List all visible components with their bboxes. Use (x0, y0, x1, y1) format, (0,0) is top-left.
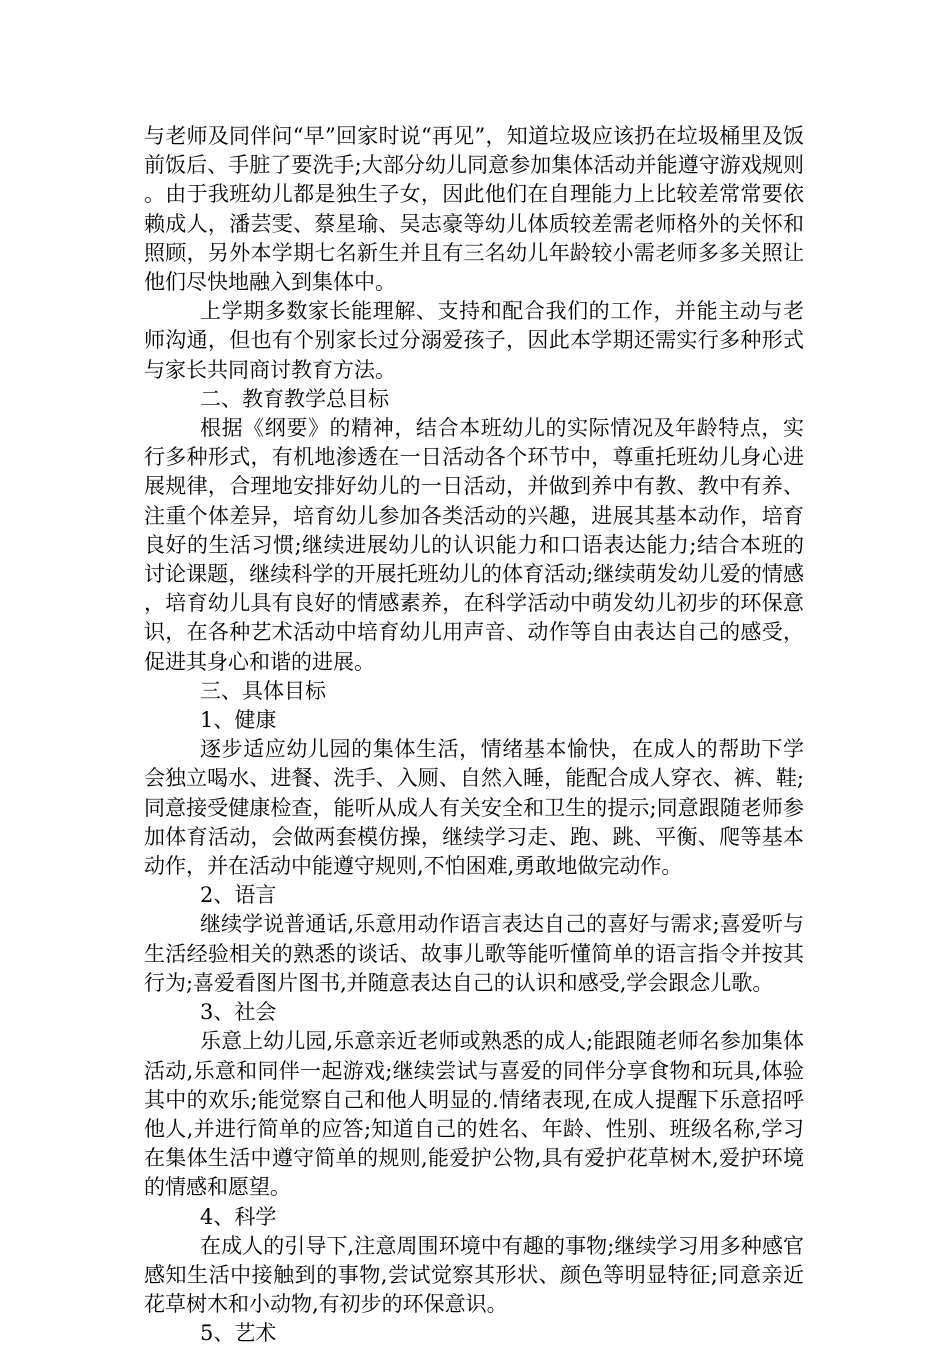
paragraph-society: 乐意上幼儿园,乐意亲近老师或熟悉的成人;能跟随老师名参加集体活动,乐意和同伴一起游戏;继续尝试与喜爱的同伴分享食物和玩具,体验其中的欢乐;能觉察自己和他人明显的.情绪表现,在成人提醒下乐意招呼他人,并进行简单的应答;知道自己的姓名、年龄、性别、班级名称,学习在集体生活中遵守简单的规则,能爱护公物,具有爱护花草树木,爱护环境的情感和愿望。 (144, 1029, 804, 1200)
heading-society: 3、社会 (200, 1000, 277, 1025)
heading-science: 4、科学 (200, 1204, 277, 1229)
paragraph-health: 逐步适应幼儿园的集体生活，情绪基本愉快，在成人的帮助下学会独立喝水、进餐、洗手、入厕、自然入睡，能配合成人穿衣、裤、鞋;同意接受健康检查，能听从成人有关安全和卫生的提示;同意跟随老师参加体育活动，会做两套模仿操，继续学习走、跑、跳、平衡、爬等基本动作，并在活动中能遵守规则,不怕困难,勇敢地做完动作。 (144, 737, 804, 879)
paragraph-parents: 上学期多数家长能理解、支持和配合我们的工作，并能主动与老师沟通，但也有个别家长过分溺爱孩子，因此本学期还需实行多种形式与家长共同商讨教育方法。 (144, 299, 804, 382)
heading-overall-goals: 二、教育教学总目标 (200, 386, 389, 411)
heading-specific-goals: 三、具体目标 (200, 678, 326, 703)
heading-health: 1、健康 (200, 708, 277, 733)
paragraph-science: 在成人的引导下,注意周围环境中有趣的事物;继续学习用多种感官感知生活中接触到的事物,尝试觉察其形状、颜色等明显特征;同意亲近花草树木和小动物,有初步的环保意识。 (144, 1233, 804, 1317)
paragraph-overall-goals: 根据《纲要》的精神，结合本班幼儿的实际情况及年龄特点，实行多种形式，有机地渗透在一日活动各个环节中，尊重托班幼儿身心进展规律，合理地安排好幼儿的一日活动，并做到养中有教、教中有养、注重个体差异，培育幼儿参加各类活动的兴趣，进展其基本动作，培育良好的生活习惯;继续进展幼儿的认识能力和口语表达能力;结合本班的讨论课题，继续科学的开展托班幼儿的体育活动;继续萌发幼儿爱的情感，培育幼儿具有良好的情感素养，在科学活动中萌发幼儿初步的环保意识，在各种艺术活动中培育幼儿用声音、动作等自由表达自己的感受，促进其身心和谐的进展。 (144, 416, 804, 674)
document-page (144, 122, 804, 1349)
paragraph-language: 继续学说普通话,乐意用动作语言表达自己的喜好与需求;喜爱听与生活经验相关的熟悉的谈话、故事儿歌等能听懂简单的语言指令并按其行为;喜爱看图片图书,并随意表达自己的认识和感受,学会跟念儿歌。 (144, 912, 804, 995)
heading-art: 5、艺术 (200, 1321, 277, 1346)
heading-language: 2、语言 (200, 883, 277, 908)
paragraph-intro: 与老师及同伴问“早”回家时说“再见”，知道垃圾应该扔在垃圾桶里及饭前饭后、手脏了要洗手;大部分幼儿同意参加集体活动并能遵守游戏规则。由于我班幼儿都是独生子女，因此他们在自理能力上比较差常常要依赖成人，潘芸雯、蔡星瑜、吴志豪等幼儿体质较差需老师格外的关怀和照顾，另外本学期七名新生并且有三名幼儿年龄较小需老师多多关照让他们尽快地融入到集体中。 (144, 124, 804, 295)
